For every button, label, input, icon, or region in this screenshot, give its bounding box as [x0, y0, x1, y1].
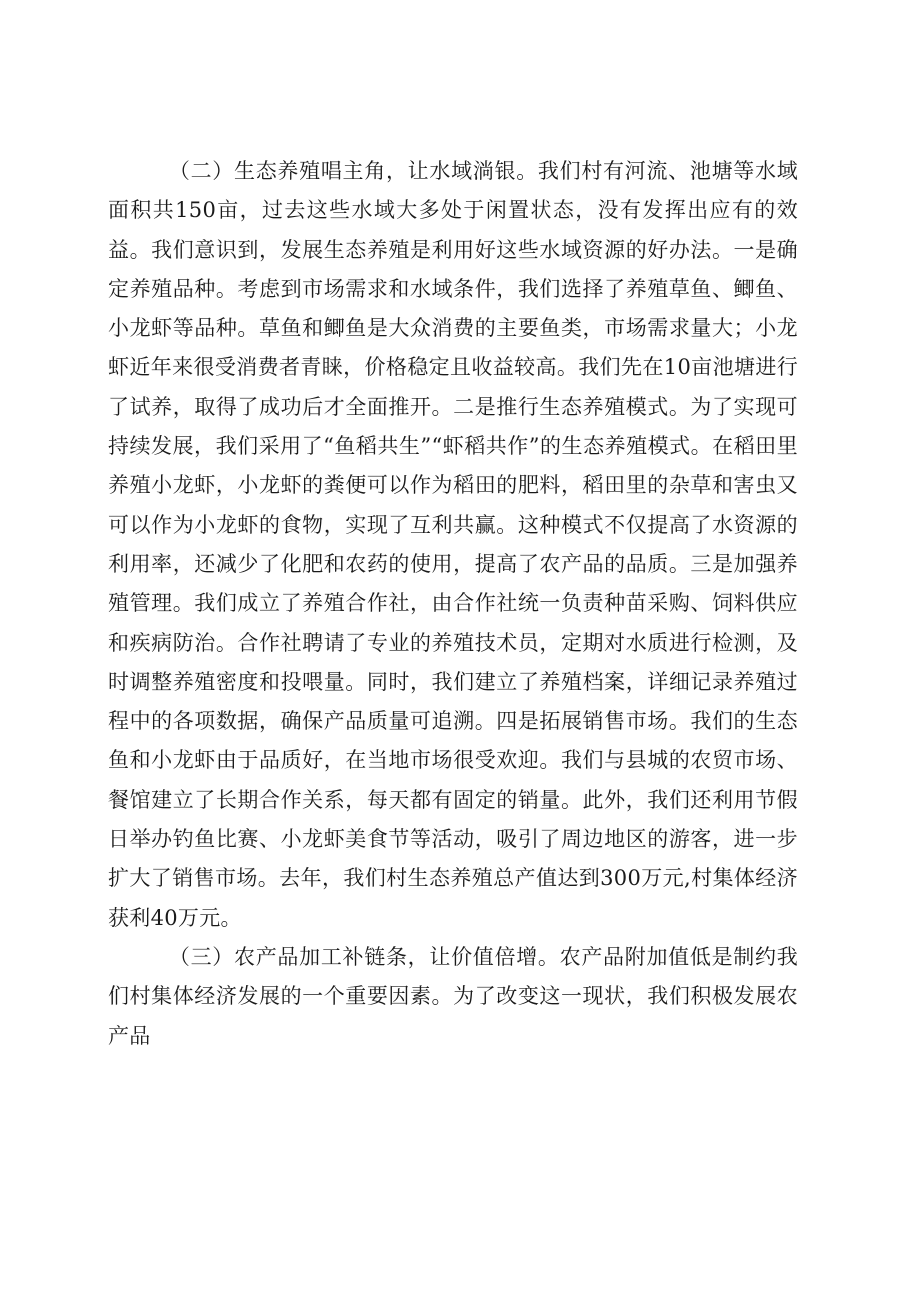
paragraph-ecological-aquaculture: （二）生态养殖唱主角，让水域淌银。我们村有河流、池塘等水域面积共150亩，过去这些水域大多处于闲置状态，没有发挥出应有的效益。我们意识到，发展生态养殖是利用好这些水域资源的好办法。一是确定养殖品种。考虑到市场需求和水域条件，我们选择了养殖草鱼、鲫鱼、小龙虾等品种。草鱼和鲫鱼是大众消费的主要鱼类，市场需求量大；小龙虾近年来很受消费者青睐，价格稳定且收益较高。我们先在10亩池塘进行了试养，取得了成功后才全面推开。二是推行生态养殖模式。为了实现可持续发展，我们采用了“鱼稻共生”“虾稻共作”的生态养殖模式。在稻田里养殖小龙虾，小龙虾的粪便可以作为稻田的肥料，稻田里的杂草和害虫又可以作为小龙虾的食物，实现了互利共赢。这种模式不仅提高了水资源的利用率，还减少了化肥和农药的使用，提高了农产品的品质。三是加强养殖管理。我们成立了养殖合作社，由合作社统一负责种苗采购、饲料供应和疾病防治。合作社聘请了专业的养殖技术员，定期对水质进行检测，及时调整养殖密度和投喂量。同时，我们建立了养殖档案，详细记录养殖过程中的各项数据，确保产品质量可追溯。四是拓展销售市场。我们的生态鱼和小龙虾由于品质好，在当地市场很受欢迎。我们与县城的农贸市场、餐馆建立了长期合作关系，每天都有固定的销量。此外，我们还利用节假日举办钓鱼比赛、小龙虾美食节等活动，吸引了周边地区的游客，进一步扩大了销售市场。去年，我们村生态养殖总产值达到300万元,村集体经济获利40万元。 [108, 159, 798, 930]
document-body [108, 152, 798, 1056]
paragraph-agricultural-processing: （三）农产品加工补链条，让价值倍增。农产品附加值低是制约我们村集体经济发展的一个重要因素。为了改变这一现状，我们积极发展农产品 [108, 944, 798, 1048]
